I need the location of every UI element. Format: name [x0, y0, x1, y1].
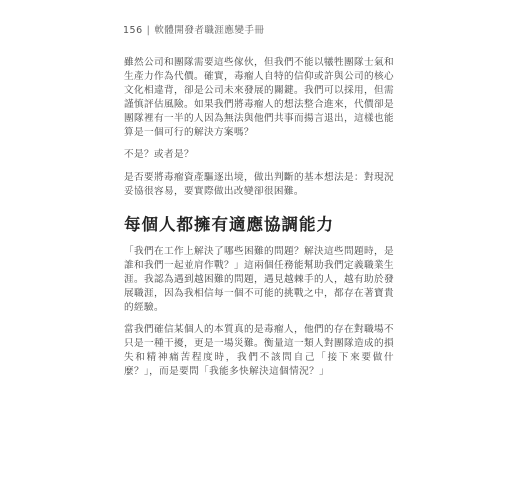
page-body — [124, 56, 394, 387]
paragraph-5: 當我們確信某個人的本質真的是毒瘤人，他們的存在對職場不只是一種干擾，更是一場災難。衡量這一類人對團隊造成的損失和精神痛苦程度時，我們不該問自己「接下來要做什麼？」，而是要問「我能多快解決這個情況？」 — [124, 324, 394, 377]
running-header — [123, 22, 264, 36]
section-heading: 每個人都擁有適應協調能力 — [124, 215, 334, 234]
book-title: 軟體開發者職涯應變手冊 — [154, 25, 265, 36]
paragraph-1: 雖然公司和團隊需要這些傢伙，但我們不能以犧牲團隊士氣和生產力作為代價。確實，毒瘤人自特的信仰或許與公司的核心文化相違背，卻是公司未來發展的關鍵。我們可以採用，但需謹慎評估風險。如果我們將毒瘤人的想法整合進來，代價卻是團隊裡有一半的人因為無法與他們共事而揚言退出，這樣也能算是一個可行的解決方案嗎？ — [124, 57, 394, 138]
header-separator: | — [146, 25, 151, 36]
paragraph-3: 是否要將毒瘤資產驅逐出境，做出判斷的基本想法是：對現況妥協很容易，要實際做出改變卻很困難。 — [124, 172, 394, 197]
paragraph-2: 不是？或者是？ — [124, 149, 194, 160]
paragraph-4: 「我們在工作上解決了哪些困難的問題？解決這些問題時，是誰和我們一起並肩作戰？」這兩個任務能幫助我們定義職業生涯。我認為遇到越困難的問題，遇見越棘手的人，越有助於發展職涯，因為我相信每一個不可能的挑戰之中，都存在著寶貴的經驗。 — [124, 246, 394, 313]
page-number: 156 — [123, 25, 143, 36]
